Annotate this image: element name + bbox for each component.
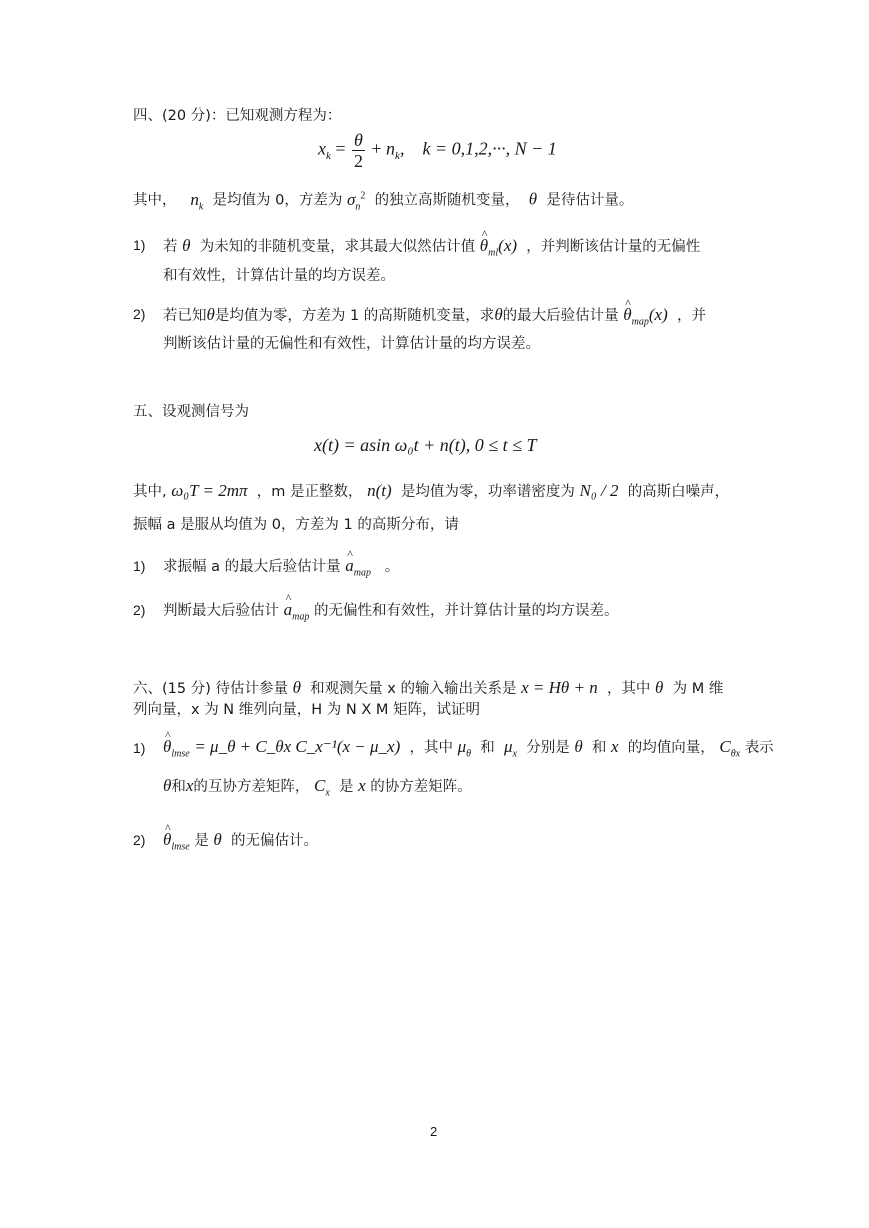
q5-heading: 五、设观测信号为 bbox=[133, 404, 249, 420]
q6-heading: 六、(15 分) 待估计参量 θ 和观测矢量 x 的输入输出关系是 x = Hθ + n ，其中 θ 为 M 维 bbox=[133, 678, 724, 697]
q5-equation: x(t) = asin ω₀t + n(t), 0 ≤ t ≤ T bbox=[314, 435, 537, 455]
q4-item2-text: 若已知θ是均值为零，方差为 1 的高斯随机变量，求θ的最大后验估计量 ^ $\theta_{map}(x)$ ，并 bbox=[163, 305, 706, 332]
q6-item1-text: ^ $\theta_{lmse}$ = μ_θ + C_θx C_x⁻¹(x − μ_x) ，其中 $\mu_\theta$ 和 $\mu_x$ 分别是 θ 和 x 的均值向量， $C_{\theta x}$ 表示 bbox=[163, 737, 774, 764]
q5-description: 其中, ω₀T = 2mπ ，m 是正整数， n(t) 是均值为零，功率谱密度为 N₀ / 2 的高斯白噪声， bbox=[133, 481, 730, 500]
q5-description-line2: 振幅 a 是服从均值为 0，方差为 1 的高斯分布，请 bbox=[133, 517, 459, 533]
q4-item1-line2: 和有效性，计算估计量的均方误差。 bbox=[163, 268, 395, 284]
q6-item1-line2: θ和x的互协方差矩阵， $C_x$ 是 x 的协方差矩阵。 bbox=[163, 776, 472, 799]
q6-item2-text: ^ $\theta_{lmse}$ 是 θ 的无偏估计。 bbox=[163, 830, 318, 857]
page-number: 2 bbox=[430, 1124, 438, 1139]
q5-item2-number: 2) bbox=[133, 602, 146, 618]
q5-item1-number: 1) bbox=[133, 558, 146, 574]
q4-item1-text: 若 θ 为未知的非随机变量，求其最大似然估计值 ^ $\theta_{ml}(x)$ ，并判断该估计量的无偏性 bbox=[163, 236, 700, 263]
q4-item1-number: 1) bbox=[133, 237, 146, 253]
q4-equation: $x_k$ = $\frac{\theta}{2}$ + $n_k$, k = 0,1,2,···, N − 1 bbox=[318, 130, 557, 171]
q6-heading-line2: 列向量，x 为 N 维列向量，H 为 N X M 矩阵，试证明 bbox=[133, 702, 480, 718]
q4-heading: 四、(20 分)：已知观测方程为： bbox=[133, 108, 342, 124]
q4-description: 其中， $n_k$ 是均值为 0，方差为 $\sigma_n^2$ 的独立高斯随机变量， θ 是待估计量。 bbox=[133, 189, 634, 213]
q5-item2-text: 判断最大后验估计 ^ $a_{map}$ 的无偏性和有效性，并计算估计量的均方误差。 bbox=[163, 600, 618, 627]
q4-item2-line2: 判断该估计量的无偏性和有效性，计算估计量的均方误差。 bbox=[163, 336, 540, 352]
q6-item1-number: 1) bbox=[133, 740, 146, 756]
q6-item2-number: 2) bbox=[133, 832, 146, 848]
q5-item1-text: 求振幅 a 的最大后验估计量 ^ $a_{map}$ 。 bbox=[163, 556, 399, 583]
q4-item2-number: 2) bbox=[133, 306, 146, 322]
